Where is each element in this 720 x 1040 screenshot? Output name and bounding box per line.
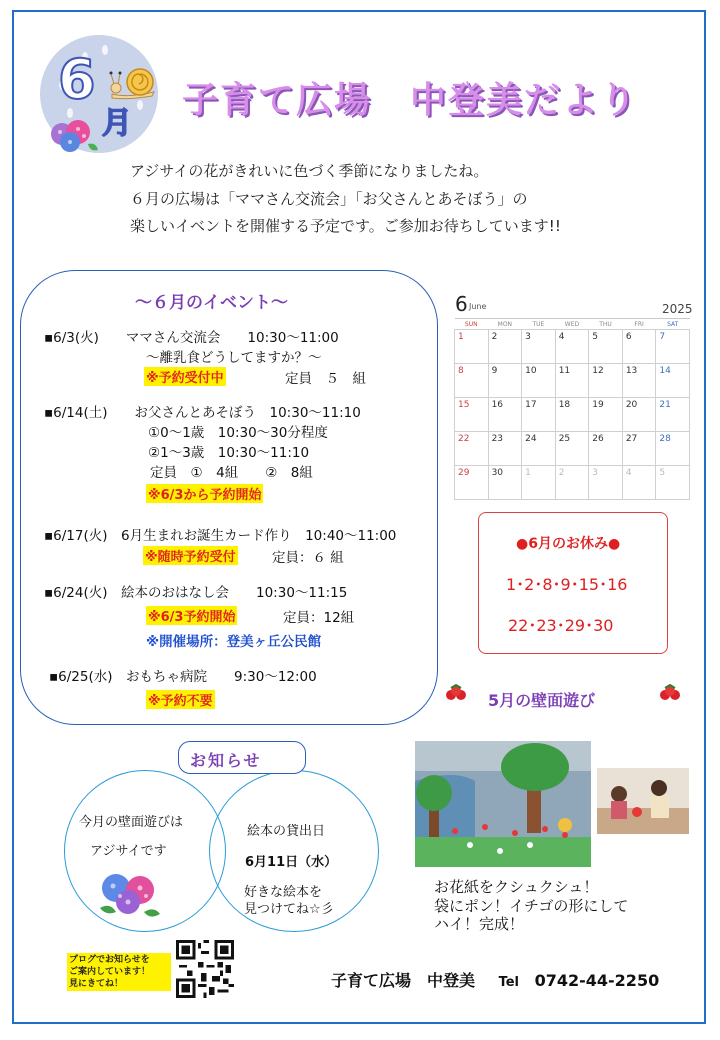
month-number: 6 — [58, 48, 96, 111]
wall-play-title: 5月の壁面遊び — [488, 691, 596, 710]
notice-lending-line3: 好きな絵本を — [244, 885, 323, 900]
event-1-capacity: 定員 ５ 組 — [285, 371, 366, 387]
calendar-day: 6 — [622, 330, 656, 364]
calendar-day: 14 — [656, 364, 690, 398]
snail-icon — [108, 62, 158, 100]
notice-lending-line1: 絵本の貸出日 — [247, 824, 326, 839]
event-1-note: ※予約受付中 — [144, 367, 226, 386]
wall-text-line: 袋にポン！イチゴの形にして — [434, 896, 629, 915]
calendar-day: 2 — [555, 466, 589, 500]
footer-tel-label: Tel — [498, 975, 520, 990]
calendar-day: 27 — [622, 432, 656, 466]
event-2-capacity: 定員 ① 4組 ② 8組 — [150, 465, 313, 481]
notice-wall-line1: 今月の壁面遊びは — [79, 815, 184, 830]
calendar-day: 11 — [555, 364, 589, 398]
event-3-note: ※随時予約受付 — [143, 546, 238, 565]
calendar-day: 18 — [555, 398, 589, 432]
calendar-day: 24 — [522, 432, 556, 466]
calendar-day: 25 — [555, 432, 589, 466]
calendar-day: 1 — [522, 466, 556, 500]
calendar-day: 20 — [622, 398, 656, 432]
calendar-day: 2 — [488, 330, 522, 364]
footer-tel: 0742-44-2250 — [534, 971, 660, 990]
hydrangea-icon — [48, 114, 100, 156]
weekday-header: SAT — [656, 319, 690, 330]
intro-line: アジサイの花がきれいに色づく季節になりましたね。 — [130, 162, 489, 180]
hydrangea-icon — [98, 868, 162, 918]
children-photo — [597, 768, 689, 834]
calendar-day: 26 — [589, 432, 623, 466]
page-title: 子育て広場 中登美だより — [182, 80, 639, 121]
event-5-note: ※予約不要 — [146, 690, 215, 709]
event-5-line: ▪6/25(水) おもちゃ病院 9:30～12:00 — [49, 669, 317, 685]
calendar-day: 15 — [455, 398, 489, 432]
strawberry-icon — [445, 684, 467, 702]
calendar-month: 6 — [455, 292, 468, 316]
event-4-line: ▪6/24(火) 絵本のおはなし会 10:30～11:15 — [44, 585, 348, 601]
intro-text — [130, 158, 670, 241]
calendar-day: 19 — [589, 398, 623, 432]
calendar-day: 7 — [656, 330, 690, 364]
holiday-title: ●6月のお休み● — [516, 536, 621, 552]
calendar-day: 9 — [488, 364, 522, 398]
calendar-day: 1 — [455, 330, 489, 364]
footer-contact — [331, 968, 659, 991]
event-4-note: ※6/3予約開始 — [146, 606, 237, 625]
blog-note — [67, 953, 171, 991]
blog-note-line: ご案内しています！ — [69, 967, 151, 977]
wall-text-line: ハイ！完成！ — [434, 915, 525, 933]
intro-line: 楽しいイベントを開催する予定です。ご参加お待ちしています!! — [130, 217, 561, 235]
event-2-line: ▪6/14(土) お父さんとあそぼう 10:30～11:10 — [44, 405, 361, 421]
notice-lending-line4: 見つけてね☆彡 — [244, 902, 334, 917]
calendar-day: 3 — [522, 330, 556, 364]
calendar-day: 8 — [455, 364, 489, 398]
holiday-dates-2: 22･23･29･30 — [508, 616, 614, 635]
calendar-day: 3 — [589, 466, 623, 500]
calendar-day: 23 — [488, 432, 522, 466]
blog-note-line: 見にきてね！ — [69, 979, 124, 989]
notice-wall-line2: アジサイです — [90, 844, 167, 859]
calendar-month-en: June — [469, 302, 487, 311]
calendar-day: 5 — [589, 330, 623, 364]
event-2-sub2: ②1～3歳 10:30～11:10 — [148, 445, 310, 461]
calendar-day: 29 — [455, 466, 489, 500]
event-4-capacity: 定員：12組 — [283, 610, 355, 626]
calendar-day: 22 — [455, 432, 489, 466]
intro-line: ６月の広場は「ママさん交流会」「お父さんとあそぼう」の — [130, 189, 528, 208]
calendar-day: 4 — [622, 466, 656, 500]
calendar-day: 17 — [522, 398, 556, 432]
calendar-day: 10 — [522, 364, 556, 398]
qr-code-icon[interactable] — [174, 940, 236, 998]
event-3-capacity: 定員：６ 組 — [272, 550, 344, 566]
events-title: ～６月のイベント～ — [135, 293, 288, 313]
calendar-day: 13 — [622, 364, 656, 398]
weekday-header: MON — [488, 319, 522, 330]
event-1-sub: ～離乳食どうしてますか？～ — [146, 350, 322, 366]
calendar-day: 5 — [656, 466, 690, 500]
calendar-day: 16 — [488, 398, 522, 432]
holiday-dates-1: 1･2･8･9･15･16 — [506, 575, 628, 594]
notice-label: お知らせ — [190, 751, 262, 770]
calendar-year: 2025 — [662, 302, 693, 316]
calendar-day: 4 — [555, 330, 589, 364]
weekday-header: WED — [555, 319, 589, 330]
strawberry-icon — [659, 684, 681, 702]
calendar-grid — [454, 318, 690, 500]
blog-note-line: ブログでお知らせを — [69, 955, 150, 965]
wall-text-line: お花紙をクシュクシュ！ — [434, 878, 599, 896]
calendar-day: 12 — [589, 364, 623, 398]
weekday-header: FRI — [622, 319, 656, 330]
event-2-note: ※6/3から予約開始 — [146, 484, 263, 503]
weekday-header: THU — [589, 319, 623, 330]
event-4-place: ※開催場所：登美ヶ丘公民館 — [146, 634, 322, 650]
event-2-sub1: ①0～1歳 10:30～30分程度 — [148, 425, 328, 441]
weekday-header: TUE — [522, 319, 556, 330]
month-unit: 月 — [102, 106, 132, 141]
notice-lending-date: 6月11日（水） — [245, 855, 338, 870]
weekday-header: SUN — [455, 319, 489, 330]
footer-org: 子育て広場 中登美 — [331, 971, 476, 990]
calendar-day: 21 — [656, 398, 690, 432]
wall-play-description — [434, 878, 628, 934]
wall-display-photo — [415, 741, 591, 867]
calendar-day: 30 — [488, 466, 522, 500]
event-1-line: ▪6/3(火) ママさん交流会 10:30～11:00 — [44, 330, 339, 346]
event-3-line: ▪6/17(火) 6月生まれお誕生カード作り 10:40～11:00 — [44, 528, 397, 544]
calendar-day: 28 — [656, 432, 690, 466]
